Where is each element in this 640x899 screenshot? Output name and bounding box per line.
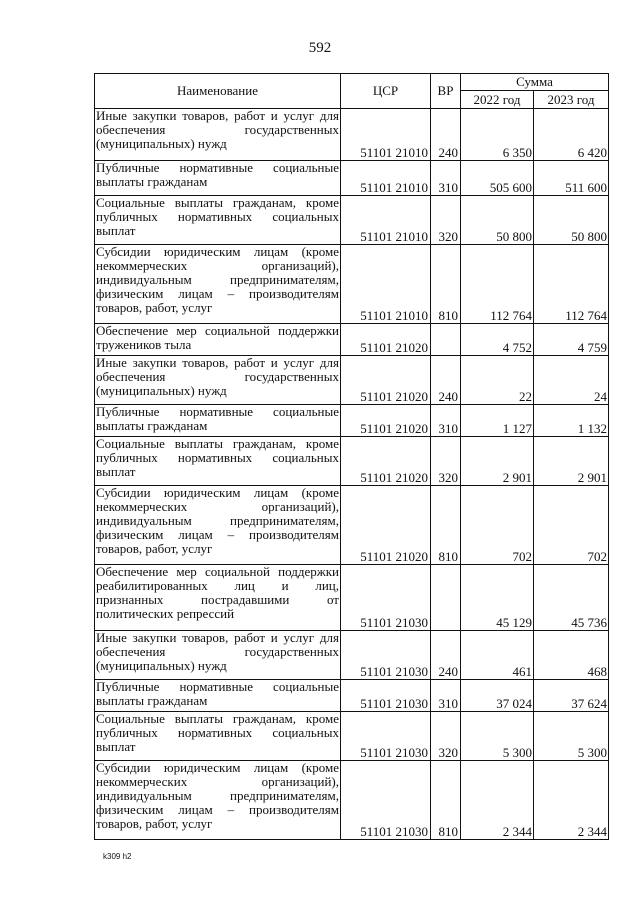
footer-code: k309 h2 <box>103 852 132 861</box>
table-row <box>95 245 609 324</box>
table-row <box>95 356 609 405</box>
row-name-cell: Обеспечение мер социальной поддержки тружеников тыла <box>95 324 341 356</box>
row-vr-cell: 240 <box>431 356 461 405</box>
header-name: Наименование <box>95 74 341 109</box>
row-name-cell: Обеспечение мер социальной поддержки реабилитированных лиц и лиц, признанных пострадавшими от политических репрессий <box>95 565 341 631</box>
row-sum-2023-cell: 1 132 <box>534 405 609 437</box>
header-csr: ЦСР <box>341 74 431 109</box>
row-vr-cell: 320 <box>431 712 461 761</box>
row-sum-2022-cell: 50 800 <box>461 196 534 245</box>
row-name-cell: Социальные выплаты гражданам, кроме публичных нормативных социальных выплат <box>95 196 341 245</box>
row-vr-cell: 240 <box>431 631 461 680</box>
row-vr-cell: 810 <box>431 486 461 565</box>
budget-table <box>94 73 609 840</box>
row-sum-2023-cell: 4 759 <box>534 324 609 356</box>
header-year-2023: 2023 год <box>534 91 609 109</box>
row-name-cell: Субсидии юридическим лицам (кроме некоммерческих организаций), индивидуальным предпринимателям, физическим лицам – производителям товаров, работ, услуг <box>95 245 341 324</box>
row-sum-2023-cell: 50 800 <box>534 196 609 245</box>
row-sum-2022-cell: 505 600 <box>461 161 534 196</box>
row-vr-cell: 240 <box>431 109 461 161</box>
row-vr-cell: 810 <box>431 245 461 324</box>
row-vr-cell: 310 <box>431 680 461 712</box>
header-vr: ВР <box>431 74 461 109</box>
row-csr-cell: 51101 21030 <box>341 712 431 761</box>
table-row <box>95 761 609 840</box>
table-row <box>95 196 609 245</box>
row-sum-2023-cell: 37 624 <box>534 680 609 712</box>
table-body <box>95 109 609 840</box>
table-row <box>95 324 609 356</box>
row-sum-2023-cell: 112 764 <box>534 245 609 324</box>
row-sum-2022-cell: 1 127 <box>461 405 534 437</box>
row-name-cell: Публичные нормативные социальные выплаты гражданам <box>95 161 341 196</box>
row-sum-2022-cell: 112 764 <box>461 245 534 324</box>
row-sum-2022-cell: 2 901 <box>461 437 534 486</box>
table-row <box>95 161 609 196</box>
table-row <box>95 712 609 761</box>
row-sum-2022-cell: 37 024 <box>461 680 534 712</box>
row-csr-cell: 51101 21010 <box>341 245 431 324</box>
row-sum-2022-cell: 2 344 <box>461 761 534 840</box>
row-vr-cell <box>431 565 461 631</box>
row-csr-cell: 51101 21020 <box>341 324 431 356</box>
row-csr-cell: 51101 21020 <box>341 486 431 565</box>
table-row <box>95 631 609 680</box>
row-sum-2023-cell: 468 <box>534 631 609 680</box>
header-year-2022: 2022 год <box>461 91 534 109</box>
row-csr-cell: 51101 21010 <box>341 109 431 161</box>
row-csr-cell: 51101 21030 <box>341 761 431 840</box>
row-sum-2022-cell: 6 350 <box>461 109 534 161</box>
table-row <box>95 680 609 712</box>
row-sum-2023-cell: 45 736 <box>534 565 609 631</box>
row-name-cell: Иные закупки товаров, работ и услуг для обеспечения государственных (муниципальных) нужд <box>95 631 341 680</box>
row-vr-cell <box>431 324 461 356</box>
row-vr-cell: 310 <box>431 405 461 437</box>
row-csr-cell: 51101 21020 <box>341 437 431 486</box>
row-vr-cell: 320 <box>431 196 461 245</box>
row-sum-2022-cell: 4 752 <box>461 324 534 356</box>
row-name-cell: Субсидии юридическим лицам (кроме некоммерческих организаций), индивидуальным предпринимателям, физическим лицам – производителям товаров, работ, услуг <box>95 761 341 840</box>
row-sum-2023-cell: 702 <box>534 486 609 565</box>
row-name-cell: Публичные нормативные социальные выплаты гражданам <box>95 405 341 437</box>
row-csr-cell: 51101 21010 <box>341 161 431 196</box>
row-csr-cell: 51101 21030 <box>341 680 431 712</box>
row-csr-cell: 51101 21010 <box>341 196 431 245</box>
row-csr-cell: 51101 21020 <box>341 356 431 405</box>
table-row <box>95 405 609 437</box>
row-name-cell: Социальные выплаты гражданам, кроме публичных нормативных социальных выплат <box>95 712 341 761</box>
row-vr-cell: 310 <box>431 161 461 196</box>
row-vr-cell: 320 <box>431 437 461 486</box>
row-name-cell: Публичные нормативные социальные выплаты гражданам <box>95 680 341 712</box>
row-name-cell: Социальные выплаты гражданам, кроме публичных нормативных социальных выплат <box>95 437 341 486</box>
row-sum-2023-cell: 24 <box>534 356 609 405</box>
row-sum-2022-cell: 5 300 <box>461 712 534 761</box>
table-row <box>95 437 609 486</box>
row-name-cell: Иные закупки товаров, работ и услуг для обеспечения государственных (муниципальных) нужд <box>95 356 341 405</box>
row-sum-2023-cell: 6 420 <box>534 109 609 161</box>
page-number: 592 <box>308 40 332 56</box>
row-sum-2023-cell: 511 600 <box>534 161 609 196</box>
row-csr-cell: 51101 21030 <box>341 565 431 631</box>
row-sum-2023-cell: 2 901 <box>534 437 609 486</box>
row-sum-2022-cell: 461 <box>461 631 534 680</box>
row-name-cell: Субсидии юридическим лицам (кроме некоммерческих организаций), индивидуальным предпринимателям, физическим лицам – производителям товаров, работ, услуг <box>95 486 341 565</box>
row-sum-2022-cell: 45 129 <box>461 565 534 631</box>
table-row <box>95 109 609 161</box>
table-row <box>95 565 609 631</box>
row-vr-cell: 810 <box>431 761 461 840</box>
table-row <box>95 486 609 565</box>
row-sum-2022-cell: 22 <box>461 356 534 405</box>
row-name-cell: Иные закупки товаров, работ и услуг для обеспечения государственных (муниципальных) нужд <box>95 109 341 161</box>
header-sum: Сумма <box>461 74 609 91</box>
row-sum-2023-cell: 2 344 <box>534 761 609 840</box>
row-sum-2022-cell: 702 <box>461 486 534 565</box>
row-csr-cell: 51101 21030 <box>341 631 431 680</box>
row-sum-2023-cell: 5 300 <box>534 712 609 761</box>
row-csr-cell: 51101 21020 <box>341 405 431 437</box>
